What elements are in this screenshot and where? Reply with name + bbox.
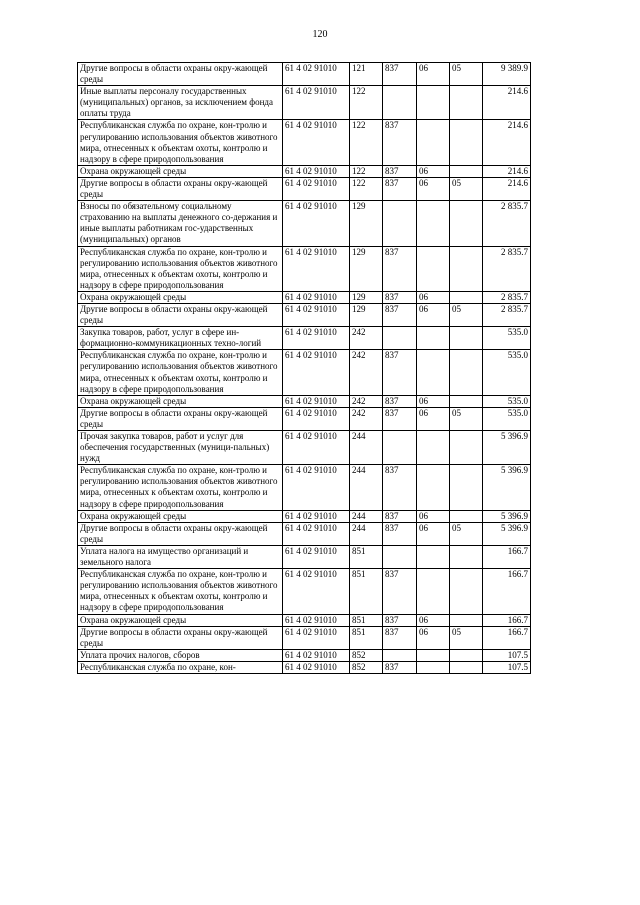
- section-code-cell: [417, 86, 450, 120]
- target-article-code-cell: 61 4 02 91010: [283, 614, 350, 626]
- row-name-cell: Закупка товаров, работ, услуг в сфере ин-формационно-коммуникационных техно-логий: [78, 327, 283, 350]
- expense-type-cell: 122: [350, 120, 383, 165]
- ministry-code-cell: [383, 431, 417, 465]
- table-row: [78, 201, 531, 246]
- subsection-code-cell: [450, 510, 483, 522]
- row-name-cell: Другие вопросы в области охраны окру-жающей среды: [78, 63, 283, 86]
- section-code-cell: [417, 465, 450, 510]
- expense-type-cell: 122: [350, 165, 383, 177]
- row-name-cell: Охрана окружающей среды: [78, 291, 283, 303]
- section-code-cell: 06: [417, 407, 450, 430]
- table-row: [78, 303, 531, 326]
- expense-type-cell: 129: [350, 246, 383, 291]
- amount-cell: 5 396.9: [483, 465, 531, 510]
- section-code-cell: [417, 350, 450, 395]
- subsection-code-cell: [450, 201, 483, 246]
- target-article-code-cell: 61 4 02 91010: [283, 661, 350, 673]
- amount-cell: 2 835.7: [483, 201, 531, 246]
- section-code-cell: [417, 201, 450, 246]
- expense-type-cell: 242: [350, 327, 383, 350]
- subsection-code-cell: [450, 291, 483, 303]
- subsection-code-cell: [450, 614, 483, 626]
- ministry-code-cell: 837: [383, 395, 417, 407]
- subsection-code-cell: [450, 431, 483, 465]
- section-code-cell: 06: [417, 177, 450, 200]
- section-code-cell: 06: [417, 510, 450, 522]
- section-code-cell: 06: [417, 395, 450, 407]
- ministry-code-cell: [383, 86, 417, 120]
- expense-type-cell: 851: [350, 545, 383, 568]
- expense-type-cell: 852: [350, 649, 383, 661]
- table-row: [78, 350, 531, 395]
- target-article-code-cell: 61 4 02 91010: [283, 626, 350, 649]
- amount-cell: 5 396.9: [483, 431, 531, 465]
- row-name-cell: Охрана окружающей среды: [78, 614, 283, 626]
- ministry-code-cell: 837: [383, 510, 417, 522]
- subsection-code-cell: 05: [450, 63, 483, 86]
- target-article-code-cell: 61 4 02 91010: [283, 649, 350, 661]
- row-name-cell: Другие вопросы в области охраны окру-жающей среды: [78, 407, 283, 430]
- row-name-cell: Охрана окружающей среды: [78, 510, 283, 522]
- table-row: [78, 63, 531, 86]
- amount-cell: 535.0: [483, 407, 531, 430]
- row-name-cell: Республиканская служба по охране, кон-: [78, 661, 283, 673]
- ministry-code-cell: 837: [383, 120, 417, 165]
- table-row: [78, 649, 531, 661]
- amount-cell: 9 389.9: [483, 63, 531, 86]
- budget-table-body: [78, 63, 531, 674]
- expense-type-cell: 242: [350, 407, 383, 430]
- amount-cell: 107.5: [483, 649, 531, 661]
- ministry-code-cell: 837: [383, 407, 417, 430]
- table-row: [78, 395, 531, 407]
- amount-cell: 166.7: [483, 614, 531, 626]
- subsection-code-cell: [450, 649, 483, 661]
- target-article-code-cell: 61 4 02 91010: [283, 510, 350, 522]
- row-name-cell: Уплата прочих налогов, сборов: [78, 649, 283, 661]
- ministry-code-cell: 837: [383, 626, 417, 649]
- ministry-code-cell: 837: [383, 350, 417, 395]
- expense-type-cell: 122: [350, 86, 383, 120]
- row-name-cell: Уплата налога на имущество организаций и земельного налога: [78, 545, 283, 568]
- ministry-code-cell: [383, 649, 417, 661]
- section-code-cell: [417, 246, 450, 291]
- expense-type-cell: 129: [350, 201, 383, 246]
- subsection-code-cell: 05: [450, 407, 483, 430]
- ministry-code-cell: 837: [383, 465, 417, 510]
- target-article-code-cell: 61 4 02 91010: [283, 465, 350, 510]
- amount-cell: 214.6: [483, 165, 531, 177]
- expense-type-cell: 122: [350, 177, 383, 200]
- table-row: [78, 545, 531, 568]
- row-name-cell: Республиканская служба по охране, кон-тролю и регулированию использования объектов животного мира, отнесенных к объектам охоты, контролю и надзору в сфере природопользования: [78, 246, 283, 291]
- expense-type-cell: 851: [350, 614, 383, 626]
- amount-cell: 535.0: [483, 327, 531, 350]
- target-article-code-cell: 61 4 02 91010: [283, 165, 350, 177]
- target-article-code-cell: 61 4 02 91010: [283, 63, 350, 86]
- subsection-code-cell: 05: [450, 303, 483, 326]
- amount-cell: 2 835.7: [483, 291, 531, 303]
- amount-cell: 535.0: [483, 395, 531, 407]
- table-row: [78, 522, 531, 545]
- row-name-cell: Республиканская служба по охране, кон-тролю и регулированию использования объектов животного мира, отнесенных к объектам охоты, контролю и надзору в сфере природопользования: [78, 350, 283, 395]
- row-name-cell: Другие вопросы в области охраны окру-жающей среды: [78, 522, 283, 545]
- section-code-cell: 06: [417, 614, 450, 626]
- row-name-cell: Другие вопросы в области охраны окру-жающей среды: [78, 177, 283, 200]
- section-code-cell: [417, 661, 450, 673]
- subsection-code-cell: 05: [450, 522, 483, 545]
- subsection-code-cell: [450, 465, 483, 510]
- target-article-code-cell: 61 4 02 91010: [283, 303, 350, 326]
- target-article-code-cell: 61 4 02 91010: [283, 350, 350, 395]
- section-code-cell: 06: [417, 291, 450, 303]
- table-row: [78, 431, 531, 465]
- section-code-cell: 06: [417, 165, 450, 177]
- subsection-code-cell: 05: [450, 626, 483, 649]
- target-article-code-cell: 61 4 02 91010: [283, 327, 350, 350]
- section-code-cell: 06: [417, 522, 450, 545]
- expense-type-cell: 129: [350, 291, 383, 303]
- row-name-cell: Другие вопросы в области охраны окру-жающей среды: [78, 303, 283, 326]
- row-name-cell: Другие вопросы в области охраны окру-жающей среды: [78, 626, 283, 649]
- row-name-cell: Охрана окружающей среды: [78, 395, 283, 407]
- ministry-code-cell: 837: [383, 614, 417, 626]
- subsection-code-cell: [450, 327, 483, 350]
- target-article-code-cell: 61 4 02 91010: [283, 246, 350, 291]
- row-name-cell: Республиканская служба по охране, кон-тролю и регулированию использования объектов животного мира, отнесенных к объектам охоты, контролю и надзору в сфере природопользования: [78, 120, 283, 165]
- table-row: [78, 626, 531, 649]
- table-row: [78, 510, 531, 522]
- subsection-code-cell: [450, 661, 483, 673]
- section-code-cell: 06: [417, 303, 450, 326]
- subsection-code-cell: [450, 395, 483, 407]
- subsection-code-cell: [450, 545, 483, 568]
- row-name-cell: Республиканская служба по охране, кон-тролю и регулированию использования объектов животного мира, отнесенных к объектам охоты, контролю и надзору в сфере природопользования: [78, 569, 283, 614]
- subsection-code-cell: [450, 165, 483, 177]
- target-article-code-cell: 61 4 02 91010: [283, 569, 350, 614]
- ministry-code-cell: 837: [383, 291, 417, 303]
- section-code-cell: 06: [417, 626, 450, 649]
- amount-cell: 214.6: [483, 177, 531, 200]
- expense-type-cell: 244: [350, 510, 383, 522]
- target-article-code-cell: 61 4 02 91010: [283, 545, 350, 568]
- amount-cell: 5 396.9: [483, 510, 531, 522]
- expense-type-cell: 121: [350, 63, 383, 86]
- amount-cell: 166.7: [483, 545, 531, 568]
- row-name-cell: Охрана окружающей среды: [78, 165, 283, 177]
- amount-cell: 535.0: [483, 350, 531, 395]
- ministry-code-cell: 837: [383, 246, 417, 291]
- table-row: [78, 465, 531, 510]
- row-name-cell: Взносы по обязательному социальному страхованию на выплаты денежного со-держания и иные выплаты работникам гос-ударственных (муниципальных) органов: [78, 201, 283, 246]
- expense-type-cell: 851: [350, 626, 383, 649]
- ministry-code-cell: [383, 201, 417, 246]
- expense-type-cell: 242: [350, 350, 383, 395]
- target-article-code-cell: 61 4 02 91010: [283, 407, 350, 430]
- amount-cell: 2 835.7: [483, 303, 531, 326]
- ministry-code-cell: [383, 327, 417, 350]
- expense-type-cell: 242: [350, 395, 383, 407]
- budget-table: [77, 62, 531, 674]
- expense-type-cell: 852: [350, 661, 383, 673]
- row-name-cell: Прочая закупка товаров, работ и услуг для обеспечения государственных (муници-пальных) нужд: [78, 431, 283, 465]
- subsection-code-cell: [450, 246, 483, 291]
- page-number: 120: [312, 29, 328, 40]
- table-row: [78, 177, 531, 200]
- section-code-cell: [417, 649, 450, 661]
- table-row: [78, 291, 531, 303]
- section-code-cell: [417, 545, 450, 568]
- table-row: [78, 120, 531, 165]
- target-article-code-cell: 61 4 02 91010: [283, 201, 350, 246]
- target-article-code-cell: 61 4 02 91010: [283, 86, 350, 120]
- amount-cell: 166.7: [483, 569, 531, 614]
- row-name-cell: Иные выплаты персоналу государственных (муниципальных) органов, за исключением фонда оплаты труда: [78, 86, 283, 120]
- table-row: [78, 86, 531, 120]
- table-row: [78, 327, 531, 350]
- expense-type-cell: 244: [350, 522, 383, 545]
- ministry-code-cell: 837: [383, 661, 417, 673]
- target-article-code-cell: 61 4 02 91010: [283, 291, 350, 303]
- subsection-code-cell: [450, 120, 483, 165]
- section-code-cell: [417, 569, 450, 614]
- expense-type-cell: 244: [350, 431, 383, 465]
- table-row: [78, 661, 531, 673]
- amount-cell: 166.7: [483, 626, 531, 649]
- target-article-code-cell: 61 4 02 91010: [283, 395, 350, 407]
- row-name-cell: Республиканская служба по охране, кон-тролю и регулированию использования объектов животного мира, отнесенных к объектам охоты, контролю и надзору в сфере природопользования: [78, 465, 283, 510]
- table-row: [78, 569, 531, 614]
- section-code-cell: 06: [417, 63, 450, 86]
- subsection-code-cell: [450, 86, 483, 120]
- section-code-cell: [417, 431, 450, 465]
- table-row: [78, 407, 531, 430]
- amount-cell: 2 835.7: [483, 246, 531, 291]
- table-row: [78, 165, 531, 177]
- ministry-code-cell: 837: [383, 569, 417, 614]
- ministry-code-cell: 837: [383, 63, 417, 86]
- section-code-cell: [417, 327, 450, 350]
- amount-cell: 214.6: [483, 120, 531, 165]
- table-row: [78, 614, 531, 626]
- subsection-code-cell: [450, 350, 483, 395]
- expense-type-cell: 244: [350, 465, 383, 510]
- expense-type-cell: 851: [350, 569, 383, 614]
- amount-cell: 5 396.9: [483, 522, 531, 545]
- ministry-code-cell: 837: [383, 522, 417, 545]
- ministry-code-cell: 837: [383, 165, 417, 177]
- target-article-code-cell: 61 4 02 91010: [283, 120, 350, 165]
- amount-cell: 214.6: [483, 86, 531, 120]
- amount-cell: 107.5: [483, 661, 531, 673]
- subsection-code-cell: 05: [450, 177, 483, 200]
- subsection-code-cell: [450, 569, 483, 614]
- ministry-code-cell: [383, 545, 417, 568]
- expense-type-cell: 129: [350, 303, 383, 326]
- table-row: [78, 246, 531, 291]
- target-article-code-cell: 61 4 02 91010: [283, 522, 350, 545]
- ministry-code-cell: 837: [383, 303, 417, 326]
- target-article-code-cell: 61 4 02 91010: [283, 177, 350, 200]
- target-article-code-cell: 61 4 02 91010: [283, 431, 350, 465]
- section-code-cell: [417, 120, 450, 165]
- ministry-code-cell: 837: [383, 177, 417, 200]
